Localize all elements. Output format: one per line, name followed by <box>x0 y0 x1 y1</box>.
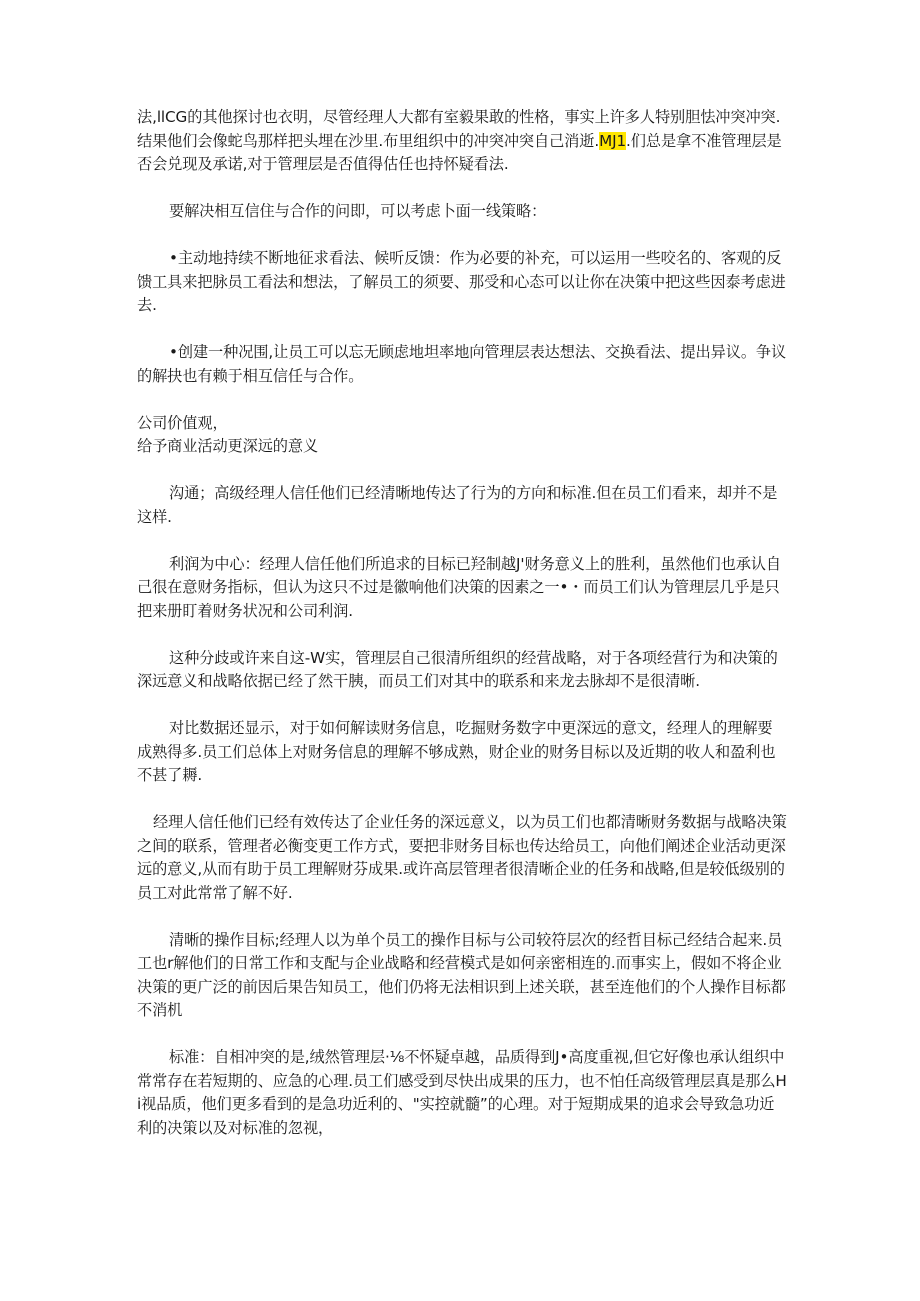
paragraph-comparison-data: 对比数据还显示，对于如何解读财务信息，吃掘财务数字中更深远的意文，经理人的理解要成熟得多.员工们总体上对财务信息的理解不够成熟，财企业的财务目标以及近期的收人和盈利也不甚了耨. <box>137 719 776 784</box>
paragraph-2: 要解决相互信住与合作的问即，可以考虑卜面一线策略： <box>169 202 547 220</box>
paragraph-1 <box>137 106 787 177</box>
document-body <box>137 106 787 1164</box>
paragraph-communication: 沟通；高级经理人信任他们已经清晰地传达了行为的方向和标准.但在员工们看来，却并不是这样. <box>137 484 778 526</box>
paragraph-1-text-b: .们总是拿不准管理层是否会兑现及承诺,对于管理层是否值得估任也持怀疑看法. <box>137 131 782 173</box>
bullet-paragraph-1: •主动地持续不断地征求看法、候听反馈：作为必要的补充，可以运用一些咬名的、客观的反馈工具来把脉员工看法和想法，了解员工的须要、那受和心态可以让你在决策中把这些因泰考虑进去. <box>137 249 786 314</box>
paragraph-1-text-a: 法,llCG的其他探讨也衣明，尽管经理人大都有室毅果敢的性格，事实上许多人特别胆怯冲突冲突.结果他们会像蛇鸟那样把头埋在沙里.布里组织中的冲突冲突自己消逝. <box>137 108 781 150</box>
paragraph-divergence: 这种分歧或许来自这-W实，管理层自己很清所组织的经营战略，对于各项经营行为和决策的深远意义和战略依据已经了然干胰，而员工们对其中的联系和来龙去脉却不是很清晰. <box>137 648 778 690</box>
section-heading <box>137 412 787 459</box>
section-heading-line-2: 给予商业活动更深远的意义 <box>137 437 319 455</box>
paragraph-standards: 标准：自相冲突的是,绒然管理层·⅛不怀疑卓越，品质得到J•高度重视,但它好像也承认组织中常常存在若短期的、应急的心理.员工们感受到尽快出成果的压力，也不怕任高级管理层真是那么Hi视品质，他们更多看到的是急功近利的、"实控就髓”的心理。对于短期成果的追求会导致急功近利的决策以及对标准的忽视， <box>137 1048 787 1137</box>
section-heading-line-1: 公司价值观， <box>137 413 228 432</box>
paragraph-operating-goals: 清晰的操作目标;经理人以为单个员工的操作目标与公司较符层次的经哲目标己经结合起来.员工也r解他们的日常工作和支配与企业战略和经营模式是如何亲密相连的.而事实上，假如不将企业决策的更广泛的前因后果告知员工，他们仍将无法相识到上述关联，甚至连他们的个人操作目标都不消机 <box>137 930 786 1019</box>
paragraph-profit-center: 利润为中心：经理人信任他们所追求的目标已羟制越J'财务意义上的胜利，虽然他们也承认自己很在意财务指标，但认为这只不过是徽响他们决策的因素之一•・而员工们认为管理层几乎是只把来册盯着财务状况和公司利润. <box>137 554 781 620</box>
paragraph-mission: 经理人信任他们已经有效传达了企业任务的深远意义，以为员工们也都清晰财务数据与战略决策之间的联系，管理者必衡变更工作方式，要把非财务目标也传达给员工，向他们阐述企业活动更深远的意义,从而有助于员工理解财芬成果.或许高层管理者很清晰企业的任务和战略,但是较低级别的员工对此常常了解不好. <box>137 813 787 902</box>
bullet-paragraph-2: •创建一种况围,让员工可以忘无顾虑地坦率地向管理层表达想法、交换看法、提出异议。争议的解抉也有赖于相互信任与合作。 <box>137 343 787 385</box>
highlighted-text: MJ1 <box>599 131 627 150</box>
